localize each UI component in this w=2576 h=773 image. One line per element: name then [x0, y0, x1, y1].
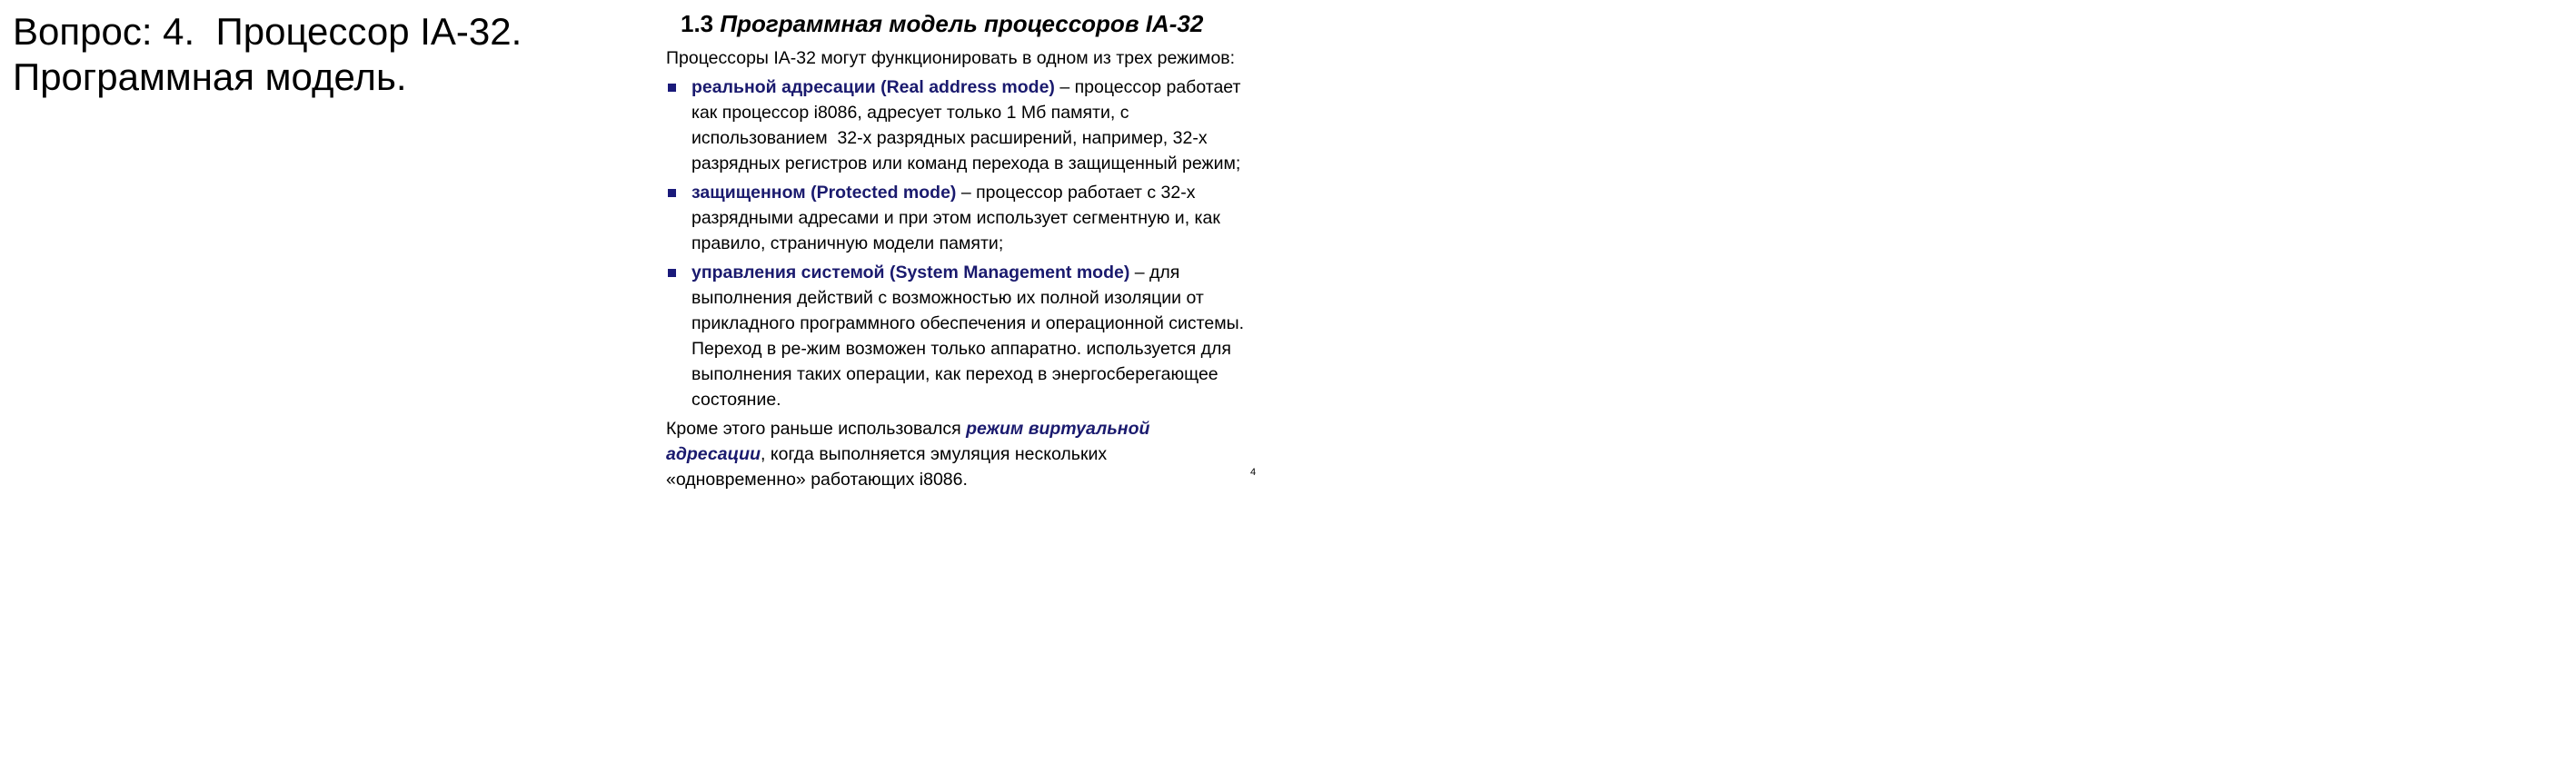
list-item	[666, 74, 1302, 176]
mode-line: разрядными адресами и при этом использует сегментную и, как	[691, 208, 1220, 228]
slide-title	[681, 7, 1302, 40]
mode-first-line-rest: – для	[1129, 263, 1180, 282]
mode-term: защищенном (Protected mode)	[691, 183, 957, 203]
mode-line: выполнения действий с возможностью их полной изоляции от	[691, 288, 1204, 308]
mode-first-line-rest: – процессор работает	[1054, 77, 1241, 97]
mode-line: как процессор i8086, адресует только 1 Мб памяти, с	[691, 103, 1129, 123]
mode-line: выполнения таких операции, как переход в энергосберегающее	[691, 364, 1218, 384]
mode-first-line	[691, 74, 1302, 100]
mode-term: реальной адресации (Real address mode)	[691, 77, 1055, 97]
square-bullet-icon	[668, 84, 676, 92]
closing-before: Кроме этого раньше использовался	[666, 419, 967, 439]
slide-body	[666, 45, 1302, 492]
closing-line-2	[666, 441, 1302, 467]
square-bullet-icon	[668, 189, 676, 197]
intro-text: Процессоры IA-32 могут функционировать в одном из трех режимов:	[666, 48, 1236, 68]
mode-first-line-rest: – процессор работает с 32-х	[956, 183, 1196, 203]
question-line-1: Вопрос: 4. Процессор IA-32.	[13, 10, 522, 53]
mode-line: разрядных регистров или команд перехода в защищенный режим;	[691, 154, 1241, 173]
mode-line: состояние.	[691, 390, 781, 410]
closing-paragraph	[666, 416, 1302, 492]
mode-line: использованием 32-х разрядных расширений, например, 32-х	[691, 128, 1208, 148]
closing-line-1	[666, 416, 1302, 441]
mode-line: правило, страничную модели памяти;	[691, 233, 1004, 253]
virtual-mode-term-part2: адресации	[666, 444, 761, 464]
square-bullet-icon	[668, 269, 676, 277]
mode-line: Переход в ре-жим возможен только аппаратно. используется для	[691, 339, 1231, 359]
list-item	[666, 260, 1302, 412]
closing-after: , когда выполняется эмуляция нескольких	[761, 444, 1108, 464]
mode-line: прикладного программного обеспечения и операционной системы.	[691, 313, 1245, 333]
mode-first-line	[691, 260, 1302, 285]
virtual-mode-term-part1: режим виртуальной	[966, 419, 1150, 439]
mode-list	[666, 74, 1302, 412]
closing-line-3: «одновременно» работающих i8086.	[666, 470, 968, 490]
slide-title-number: 1.3	[681, 10, 721, 37]
list-item	[666, 180, 1302, 256]
slide-title-text: Программная модель процессоров IA-32	[720, 10, 1204, 37]
mode-first-line	[691, 180, 1302, 205]
question-heading	[13, 9, 594, 100]
page-number: 4	[1250, 467, 1257, 478]
mode-term: управления системой (System Management mode)	[691, 263, 1130, 282]
question-line-2: Программная модель.	[13, 55, 407, 98]
slide-content	[666, 7, 1302, 492]
